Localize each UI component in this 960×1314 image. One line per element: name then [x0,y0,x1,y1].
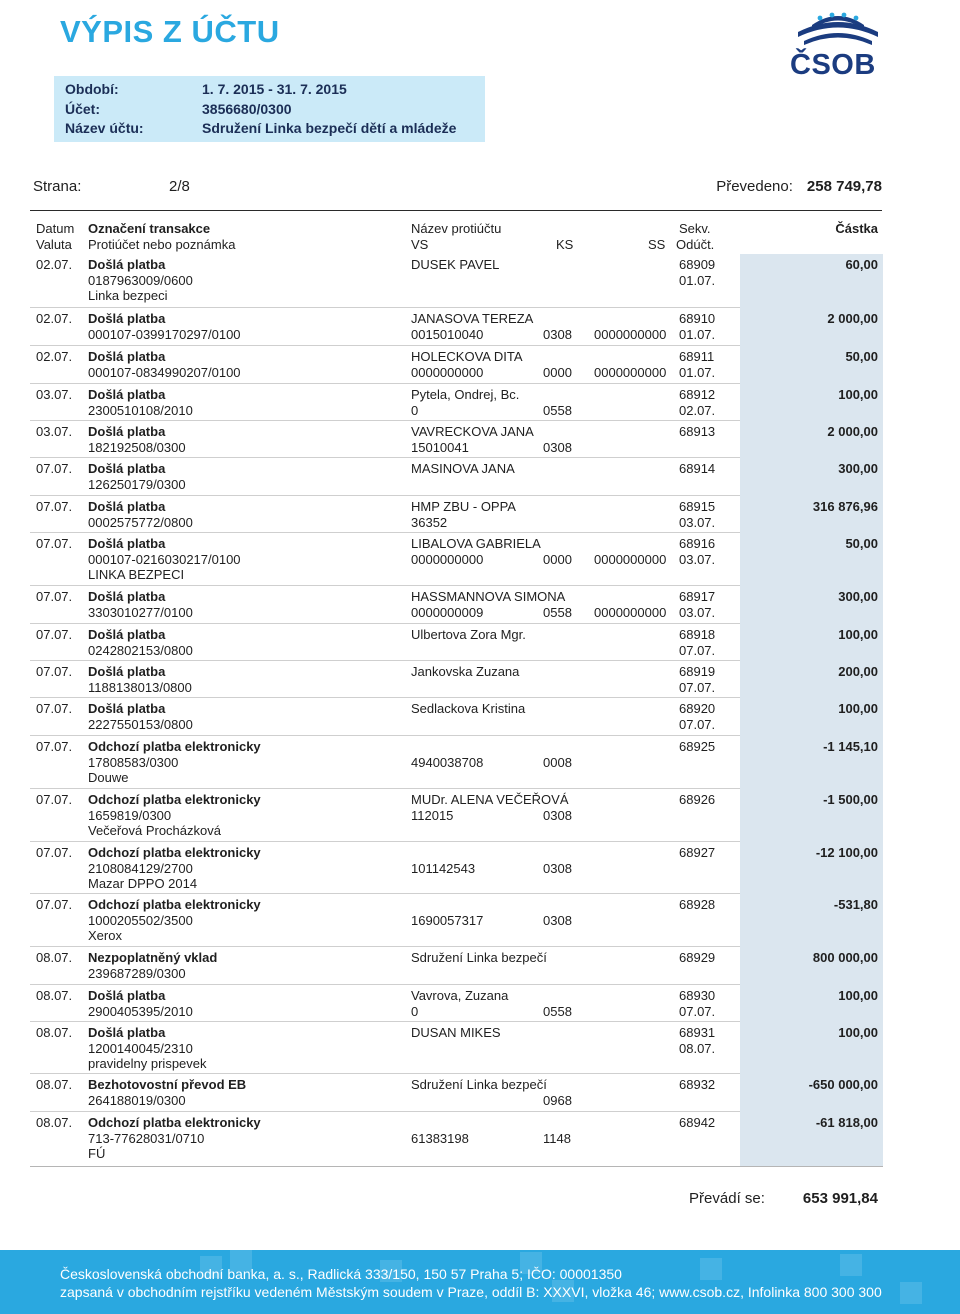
row-counter-account: 1000205502/3500 [88,912,193,928]
row-sequence: 68915 [679,499,716,514]
row-transaction-type: Došlá platba [88,424,166,439]
row-transaction-type: Odchozí platba elektronicky [88,1115,261,1130]
row-counter-account: 126250179/0300 [88,476,186,492]
row-transaction-type: Došlá platba [88,311,166,326]
account-label: Účet: [65,100,101,117]
row-posting-date: 01.07. [679,364,716,380]
row-divider [30,532,740,533]
row-date: 07.07. [36,461,73,476]
row-ks: 0558 [543,604,572,620]
row-counter-account: 2227550153/0800 [88,716,193,732]
row-note: pravidelny prispevek [88,1056,207,1071]
col-amount: Částka [835,221,878,236]
row-ks: 0000 [543,364,572,380]
row-counter-account: 239687289/0300 [88,965,186,981]
row-counter-account: 182192508/0300 [88,439,186,455]
row-transaction-type: Odchozí platba elektronicky [88,739,261,754]
row-divider [30,841,740,842]
row-vs: 0 [411,1003,419,1019]
bank-footer [0,1250,960,1314]
row-amount: 100,00 [838,387,878,402]
row-posting-date: 03.07. [679,514,716,530]
row-transaction-type: Došlá platba [88,461,166,476]
table-bottom-rule [30,1166,883,1167]
col-vs: VS [411,237,429,252]
row-vs: 0000000000 [411,551,484,567]
row-ks: 0558 [543,1003,572,1019]
row-counter-name: Jankovska Zuzana [411,664,520,679]
row-transaction-type: Došlá platba [88,387,166,402]
row-counter-name: Sdružení Linka bezpečí [411,1077,547,1092]
row-sequence: 68919 [679,664,716,679]
row-counter-name: Sdružení Linka bezpečí [411,950,547,965]
row-note: Linka bezpeci [88,288,168,303]
bank-logo-text: ČSOB [790,49,876,81]
row-vs: 61383198 [411,1130,469,1146]
row-transaction-type: Bezhotovostní převod EB [88,1077,247,1092]
page-number-value: 2/8 [169,178,190,195]
row-amount: 100,00 [838,988,878,1003]
row-amount: 200,00 [838,664,878,679]
row-amount: 300,00 [838,461,878,476]
carry-out-label: Převádí se: [689,1190,765,1207]
row-date: 07.07. [36,589,73,604]
row-posting-date: 01.07. [679,272,716,288]
row-counter-account: 2108084129/2700 [88,860,193,876]
row-date: 07.07. [36,739,73,754]
account-name-label: Název účtu: [65,120,144,136]
row-counter-account: 0242802153/0800 [88,642,193,658]
row-posting-date: 02.07. [679,402,716,418]
row-counter-account: 0187963009/0600 [88,272,193,288]
row-vs: 15010041 [411,439,469,455]
row-note: FÚ [88,1146,106,1161]
row-ks: 0008 [543,754,572,770]
row-counter-account: 1659819/0300 [88,807,172,823]
row-divider [30,1111,740,1112]
row-counter-name: HOLECKOVA DITA [411,349,523,364]
row-ss: 0000000000 [594,551,667,567]
row-counter-account: 0002575772/0800 [88,514,193,530]
row-counter-account: 1200140045/2310 [88,1040,193,1056]
row-sequence: 68913 [679,424,716,439]
row-counter-name: HASSMANNOVA SIMONA [411,589,566,604]
row-amount: -12 100,00 [815,845,878,860]
row-posting-date: 03.07. [679,604,716,620]
row-divider [30,1021,740,1022]
row-amount: -1 500,00 [823,792,878,807]
row-counter-account: 2300510108/2010 [88,402,193,418]
row-vs: 0015010040 [411,326,484,342]
row-divider [30,623,740,624]
row-ss: 0000000000 [594,604,667,620]
col-ss: SS [648,237,666,252]
row-date: 07.07. [36,536,73,551]
footer-line-2: zapsaná v obchodním rejstříku vedeném Městským soudem v Praze, oddíl B: XXXVI, vložka 46; www.csob.cz, Infolinka 800 300 300 [60,1284,882,1300]
row-amount: 50,00 [845,349,878,364]
period-value: 1. 7. 2015 - 31. 7. 2015 [202,81,347,97]
row-ks: 0308 [543,807,572,823]
row-ks: 0968 [543,1092,572,1108]
period-label: Období: [65,81,119,97]
col-counter-account: Protiúčet nebo poznámka [88,237,236,252]
row-vs: 4940038708 [411,754,484,770]
row-transaction-type: Došlá platba [88,589,166,604]
row-divider [30,893,740,894]
page-title: VÝPIS Z ÚČTU [60,14,280,49]
row-date: 02.07. [36,257,73,272]
row-date: 07.07. [36,792,73,807]
row-transaction-type: Došlá platba [88,701,166,716]
row-amount: -531,80 [833,897,878,912]
row-posting-date: 07.07. [679,642,716,658]
row-sequence: 68926 [679,792,716,807]
row-divider [30,946,740,947]
row-sequence: 68918 [679,627,716,642]
row-note: Douwe [88,770,129,785]
row-vs: 1690057317 [411,912,484,928]
col-ks: KS [556,237,574,252]
row-sequence: 68928 [679,897,716,912]
carried-in-value: 258 749,78 [806,178,882,195]
row-counter-name: LIBALOVA GABRIELA [411,536,541,551]
row-transaction-type: Došlá platba [88,349,166,364]
row-ks: 0000 [543,551,572,567]
row-date: 08.07. [36,1025,73,1040]
row-amount: 2 000,00 [827,311,878,326]
row-amount: 2 000,00 [827,424,878,439]
row-ks: 0558 [543,402,572,418]
row-note: Mazar DPPO 2014 [88,876,198,891]
row-date: 07.07. [36,701,73,716]
row-divider [30,420,740,421]
row-counter-name: VAVRECKOVA JANA [411,424,534,439]
row-transaction-type: Odchozí platba elektronicky [88,897,261,912]
row-date: 07.07. [36,897,73,912]
row-ks: 0308 [543,912,572,928]
col-posting-date: Odúčt. [676,237,715,252]
row-date: 02.07. [36,349,73,364]
row-counter-name: Sedlackova Kristina [411,701,526,716]
row-sequence: 68914 [679,461,716,476]
row-counter-account: 1188138013/0800 [88,679,192,695]
col-sequence: Sekv. [679,221,711,236]
row-ks: 1148 [543,1130,571,1146]
row-divider [30,383,740,384]
row-sequence: 68909 [679,257,716,272]
row-note: Večeřová Procházková [88,823,221,838]
col-transaction: Označení transakce [88,221,211,236]
footer-line-1: Československá obchodní banka, a. s., Radlická 333/150, 150 57 Praha 5; IČO: 00001350 [60,1266,622,1282]
row-transaction-type: Došlá platba [88,627,166,642]
row-counter-account: 264188019/0300 [88,1092,186,1108]
row-vs: 0000000009 [411,604,484,620]
row-counter-account: 000107-0834990207/0100 [88,364,241,380]
row-date: 03.07. [36,387,73,402]
row-posting-date: 07.07. [679,679,716,695]
row-divider [30,457,740,458]
row-date: 03.07. [36,424,73,439]
row-amount: -1 145,10 [823,739,878,754]
row-transaction-type: Došlá platba [88,257,166,272]
row-divider [30,1073,740,1074]
row-ss: 0000000000 [594,364,667,380]
page-number-label: Strana: [33,178,82,195]
row-divider [30,660,740,661]
row-divider [30,585,740,586]
row-vs: 0000000000 [411,364,484,380]
row-counter-account: 713-77628031/0710 [88,1130,205,1146]
row-counter-name: Pytela, Ondrej, Bc. [411,387,520,402]
row-vs: 101142543 [411,860,476,876]
row-divider [30,984,740,985]
row-date: 08.07. [36,1077,73,1092]
account-value: 3856680/0300 [202,100,292,117]
row-vs: 36352 [411,514,448,530]
row-date: 08.07. [36,1115,73,1130]
row-posting-date: 07.07. [679,1003,716,1019]
row-posting-date: 03.07. [679,551,716,567]
row-amount: 100,00 [838,701,878,716]
row-note: LINKA BEZPECI [88,567,185,582]
row-counter-account: 000107-0399170297/0100 [88,326,241,342]
row-counter-name: Ulbertova Zora Mgr. [411,627,526,642]
row-ks: 0308 [543,439,572,455]
row-amount: -650 000,00 [808,1077,878,1092]
row-counter-name: DUSEK PAVEL [411,257,500,272]
row-amount: 50,00 [845,536,878,551]
row-sequence: 68932 [679,1077,716,1092]
row-amount: 60,00 [845,257,878,272]
carry-out-value: 653 991,84 [802,1190,878,1207]
row-posting-date: 07.07. [679,716,716,732]
row-divider [30,788,740,789]
row-sequence: 68920 [679,701,716,716]
row-sequence: 68930 [679,988,716,1003]
row-sequence: 68925 [679,739,716,754]
row-vs: 112015 [411,807,454,823]
carried-in-label: Převedeno: [716,178,793,195]
row-amount: 100,00 [838,1025,878,1040]
account-name-value: Sdružení Linka bezpečí dětí a mládeže [202,120,457,136]
row-transaction-type: Došlá platba [88,988,166,1003]
row-amount: 316 876,96 [812,499,878,514]
row-sequence: 68912 [679,387,716,402]
row-amount: -61 818,00 [815,1115,878,1130]
row-divider [30,697,740,698]
row-transaction-type: Odchozí platba elektronicky [88,845,261,860]
row-sequence: 68927 [679,845,716,860]
row-transaction-type: Došlá platba [88,536,166,551]
row-date: 02.07. [36,311,73,326]
row-counter-name: DUSAN MIKES [411,1025,501,1040]
row-sequence: 68929 [679,950,716,965]
row-counter-name: MUDr. ALENA VEČEŘOVÁ [411,792,569,807]
row-transaction-type: Došlá platba [88,499,166,514]
row-sequence: 68911 [679,349,715,364]
row-vs: 0 [411,402,419,418]
row-counter-name: JANASOVA TEREZA [411,311,534,326]
row-date: 08.07. [36,950,73,965]
row-divider [30,495,740,496]
row-amount: 800 000,00 [812,950,878,965]
row-sequence: 68910 [679,311,716,326]
row-counter-account: 2900405395/2010 [88,1003,193,1019]
row-counter-name: MASINOVA JANA [411,461,515,476]
row-posting-date: 01.07. [679,326,716,342]
row-counter-name: Vavrova, Zuzana [411,988,509,1003]
col-date: Datum [36,221,75,236]
row-counter-account: 000107-0216030217/0100 [88,551,241,567]
row-sequence: 68942 [679,1115,716,1130]
row-amount: 100,00 [838,627,878,642]
row-transaction-type: Nezpoplatněný vklad [88,950,218,965]
row-counter-account: 17808583/0300 [88,754,179,770]
row-posting-date: 08.07. [679,1040,716,1056]
row-date: 07.07. [36,664,73,679]
carry-out-balance [689,1190,878,1207]
row-divider [30,735,740,736]
row-date: 07.07. [36,499,73,514]
row-sequence: 68916 [679,536,716,551]
row-transaction-type: Došlá platba [88,1025,166,1040]
row-date: 07.07. [36,845,73,860]
row-counter-account: 3303010277/0100 [88,604,193,620]
row-amount: 300,00 [838,589,878,604]
row-note: Xerox [88,928,122,943]
row-transaction-type: Došlá platba [88,664,166,679]
col-valuta: Valuta [36,237,72,252]
row-date: 07.07. [36,627,73,642]
row-divider [30,345,740,346]
row-sequence: 68931 [679,1025,716,1040]
row-divider [30,307,740,308]
row-sequence: 68917 [679,589,716,604]
row-ss: 0000000000 [594,326,667,342]
col-counter-name: Název protiúčtu [411,221,502,236]
row-ks: 0308 [543,860,572,876]
row-date: 08.07. [36,988,73,1003]
row-counter-name: HMP ZBU - OPPA [411,499,516,514]
row-transaction-type: Odchozí platba elektronicky [88,792,261,807]
row-ks: 0308 [543,326,572,342]
